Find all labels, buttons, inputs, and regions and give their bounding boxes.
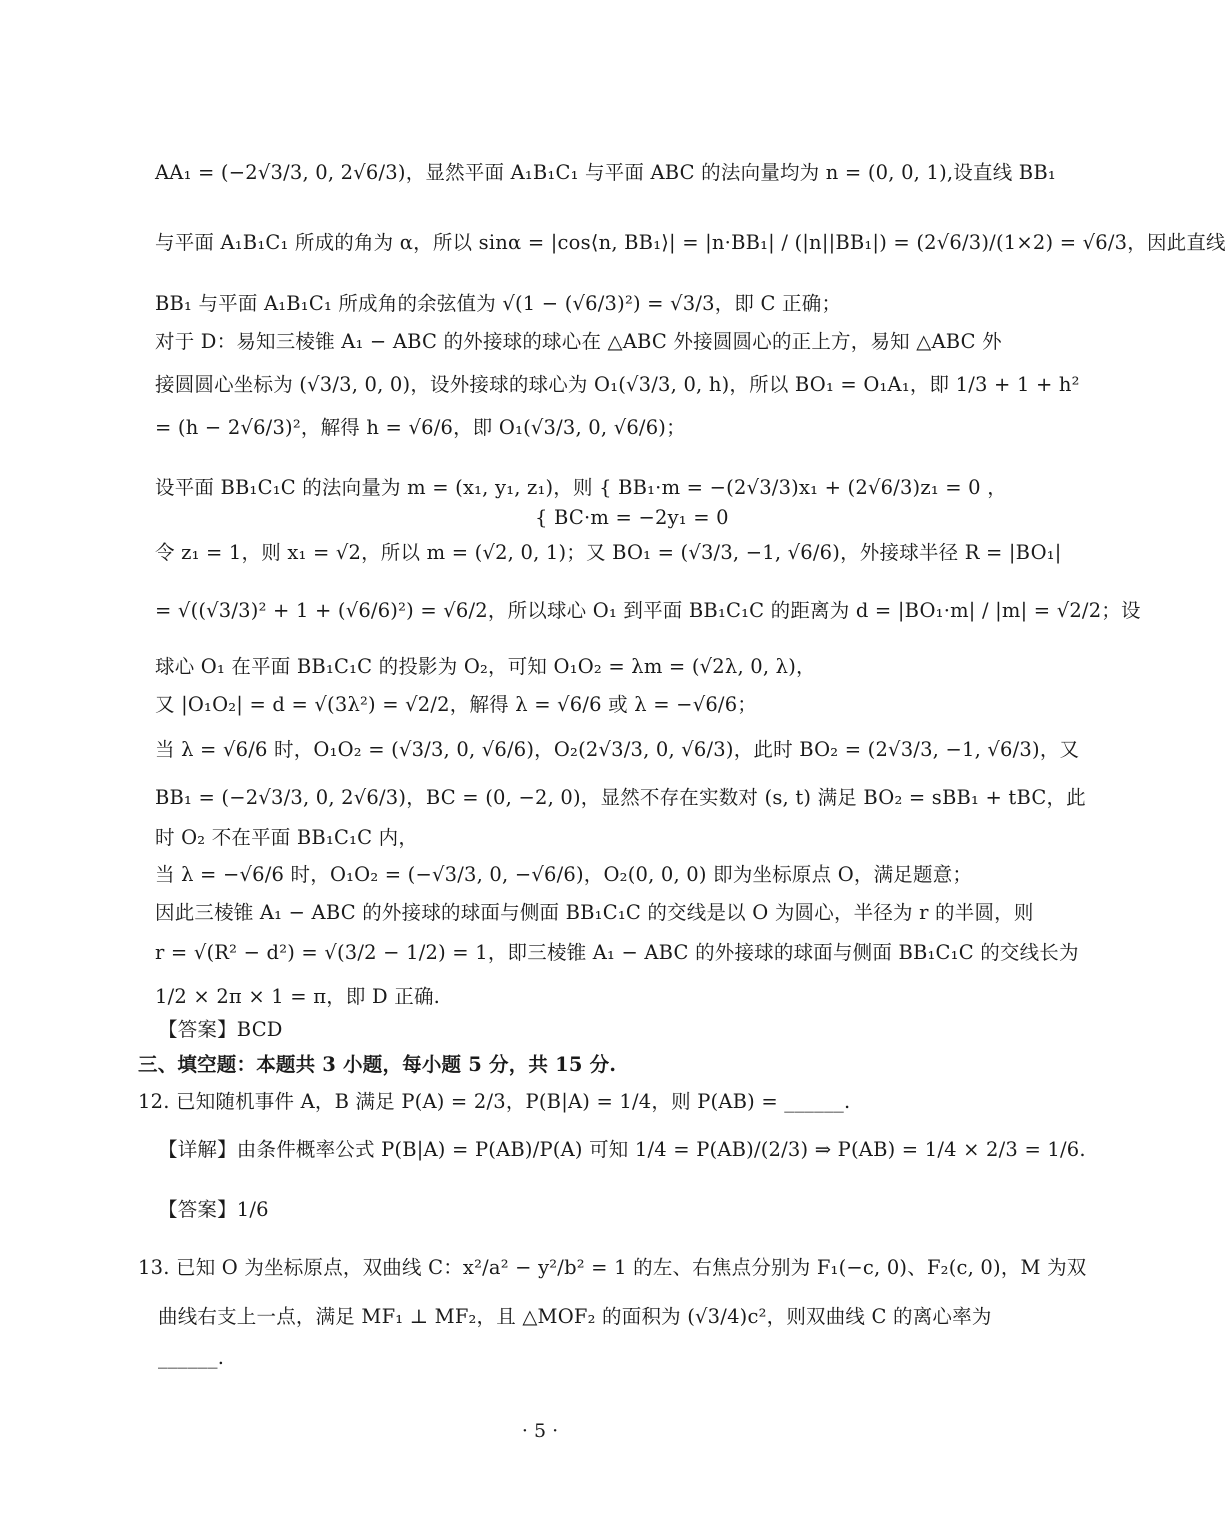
solution-line-2: 与平面 A₁B₁C₁ 所成的角为 α，所以 sinα = |cos⟨n, BB₁⟩| = |n·BB₁| / (|n||BB₁|) = (2√6/3)/(1×2) = √6/3，因此直线 [155, 231, 1226, 254]
page-number: · 5 · [521, 1420, 559, 1442]
question-12-detail: 【详解】由条件概率公式 P(B|A) = P(AB)/P(A) 可知 1/4 = P(AB)/(2/3) ⇒ P(AB) = 1/4 × 2/3 = 1/6. [158, 1138, 1086, 1161]
solution-line-4: 对于 D：易知三棱锥 A₁ − ABC 的外接球的球心在 △ABC 外接圆圆心的正上方，易知 △ABC 外 [155, 330, 1002, 353]
solution-line-7: 设平面 BB₁C₁C 的法向量为 m = (x₁, y₁, z₁)，则 { BB₁·m = −(2√3/3)x₁ + (2√6/3)z₁ = 0 ， [155, 476, 1007, 499]
solution-line-6: = (h − 2√6/3)²，解得 h = √6/6，即 O₁(√3/3, 0, √6/6)； [155, 416, 686, 439]
solution-line-10: 球心 O₁ 在平面 BB₁C₁C 的投影为 O₂，可知 O₁O₂ = λm = (√2λ, 0, λ)， [155, 655, 816, 678]
question-12-answer: 【答案】1/6 [158, 1198, 269, 1221]
solution-line-16: 因此三棱锥 A₁ − ABC 的外接球的球面与侧面 BB₁C₁C 的交线是以 O 为圆心，半径为 r 的半圆，则 [155, 901, 1034, 924]
section-heading-fill-in: 三、填空题：本题共 3 小题，每小题 5 分，共 15 分. [138, 1053, 617, 1076]
solution-line-12: 当 λ = √6/6 时，O₁O₂ = (√3/3, 0, √6/6)，O₂(2√3/3, 0, √6/3)，此时 BO₂ = (2√3/3, −1, √6/3)，又 [155, 738, 1080, 761]
solution-line-18: 1/2 × 2π × 1 = π，即 D 正确. [155, 985, 441, 1008]
solution-line-8: 令 z₁ = 1，则 x₁ = √2，所以 m = (√2, 0, 1)；又 BO₁ = (√3/3, −1, √6/6)，外接球半径 R = |BO₁| [155, 541, 1062, 564]
solution-line-5: 接圆圆心坐标为 (√3/3, 0, 0)，设外接球的球心为 O₁(√3/3, 0, h)，所以 BO₁ = O₁A₁，即 1/3 + 1 + h² [155, 373, 1080, 396]
solution-line-1: AA₁ = (−2√3/3, 0, 2√6/3)，显然平面 A₁B₁C₁ 与平面 ABC 的法向量均为 n = (0, 0, 1),设直线 BB₁ [155, 161, 1056, 184]
answer-11: 【答案】BCD [158, 1018, 283, 1041]
solution-line-17: r = √(R² − d²) = √(3/2 − 1/2) = 1，即三棱锥 A₁ − ABC 的外接球的球面与侧面 BB₁C₁C 的交线长为 [155, 941, 1079, 964]
question-13-line-1: 13. 已知 O 为坐标原点，双曲线 C：x²/a² − y²/b² = 1 的左、右焦点分别为 F₁(−c, 0)、F₂(c, 0)，M 为双 [138, 1256, 1087, 1279]
solution-line-13: BB₁ = (−2√3/3, 0, 2√6/3)，BC = (0, −2, 0)，显然不存在实数对 (s, t) 满足 BO₂ = sBB₁ + tBC，此 [155, 786, 1086, 809]
solution-line-3: BB₁ 与平面 A₁B₁C₁ 所成角的余弦值为 √(1 − (√6/3)²) = √3/3，即 C 正确； [155, 292, 842, 315]
solution-line-15: 当 λ = −√6/6 时，O₁O₂ = (−√3/3, 0, −√6/6)，O₂(0, 0, 0) 即为坐标原点 O，满足题意； [155, 863, 973, 886]
question-13-line-2: 曲线右支上一点，满足 MF₁ ⊥ MF₂，且 △MOF₂ 的面积为 (√3/4)c²，则双曲线 C 的离心率为 [158, 1305, 992, 1328]
question-12: 12. 已知随机事件 A，B 满足 P(A) = 2/3，P(B|A) = 1/4，则 P(AB) = ______. [138, 1090, 851, 1113]
solution-line-9: = √((√3/3)² + 1 + (√6/6)²) = √6/2，所以球心 O₁ 到平面 BB₁C₁C 的距离为 d = |BO₁·m| / |m| = √2/2；设 [155, 599, 1141, 622]
solution-line-7b: { BC·m = −2y₁ = 0 [535, 506, 729, 529]
solution-line-14: 时 O₂ 不在平面 BB₁C₁C 内， [155, 826, 419, 849]
question-13-line-3: ______. [158, 1346, 225, 1369]
solution-line-11: 又 |O₁O₂| = d = √(3λ²) = √2/2，解得 λ = √6/6 或 λ = −√6/6； [155, 693, 758, 716]
